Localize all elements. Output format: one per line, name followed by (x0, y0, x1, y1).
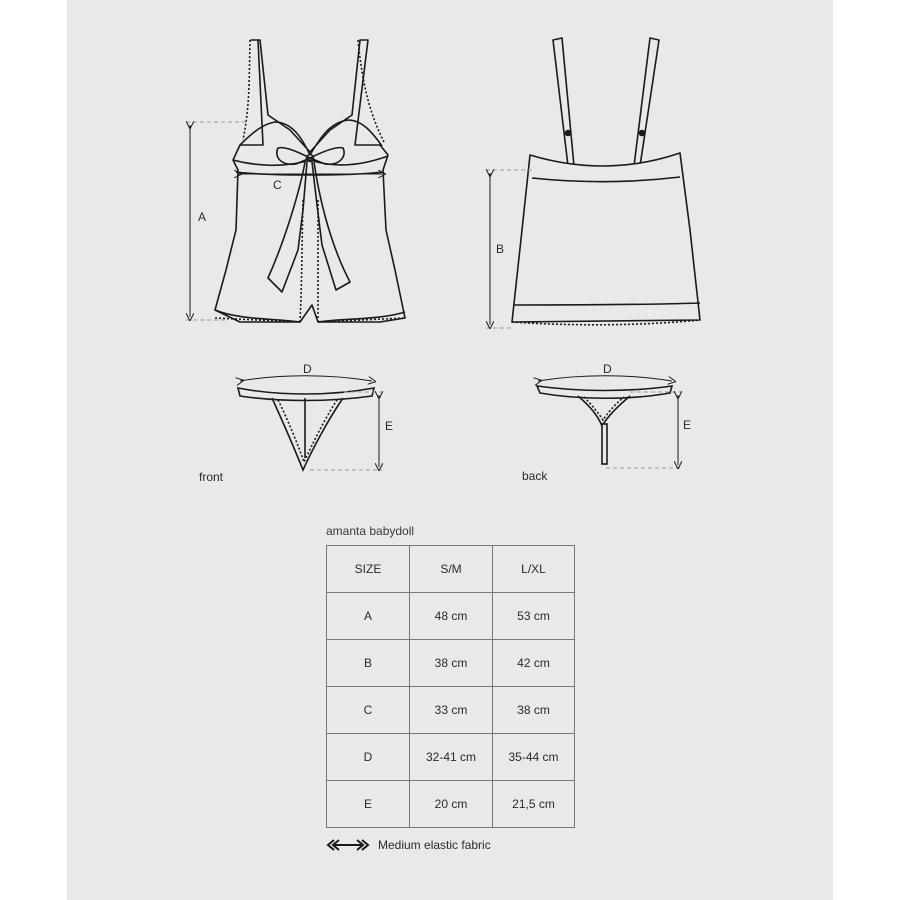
table-cell: 20 cm (410, 781, 493, 828)
table-header-row (327, 546, 575, 593)
dimension-e-front (310, 392, 382, 470)
table-row (327, 593, 575, 640)
table-cell: E (327, 781, 410, 828)
label-b: B (496, 242, 505, 256)
front-babydoll-drawing (215, 40, 405, 322)
table-cell: B (327, 640, 410, 687)
label-front: front (199, 470, 224, 484)
table-row (327, 781, 575, 828)
product-title: amanta babydoll (326, 524, 415, 538)
table-row (327, 734, 575, 781)
label-d-front: D (303, 362, 312, 376)
table-cell: 21,5 cm (493, 781, 575, 828)
back-thong-drawing (537, 386, 672, 464)
label-e-front: E (385, 419, 394, 433)
legend-text: Medium elastic fabric (378, 838, 491, 852)
header-cell: S/M (410, 546, 493, 593)
table-cell: 38 cm (493, 687, 575, 734)
label-d-back: D (603, 362, 612, 376)
table-cell: D (327, 734, 410, 781)
label-e-back: E (683, 418, 692, 432)
table-cell: A (327, 593, 410, 640)
back-babydoll-drawing (512, 38, 700, 325)
header-cell: SIZE (327, 546, 410, 593)
table-cell: 48 cm (410, 593, 493, 640)
table-cell: 32-41 cm (410, 734, 493, 781)
label-c: C (273, 178, 282, 192)
table-cell: C (327, 687, 410, 734)
label-a: A (198, 210, 207, 224)
table-cell: 38 cm (410, 640, 493, 687)
header-cell: L/XL (493, 546, 575, 593)
label-back: back (522, 469, 548, 483)
front-thong-drawing (238, 388, 374, 470)
table-row (327, 687, 575, 734)
table-cell: 33 cm (410, 687, 493, 734)
dimension-e-back (606, 392, 682, 468)
table-cell: 42 cm (493, 640, 575, 687)
table-row (327, 640, 575, 687)
table-cell: 35-44 cm (493, 734, 575, 781)
dimension-d-front (240, 376, 372, 381)
legend (326, 837, 491, 853)
table-cell: 53 cm (493, 593, 575, 640)
size-table (326, 545, 575, 828)
dimension-d-back (538, 376, 672, 381)
elastic-arrows-icon (326, 837, 370, 853)
